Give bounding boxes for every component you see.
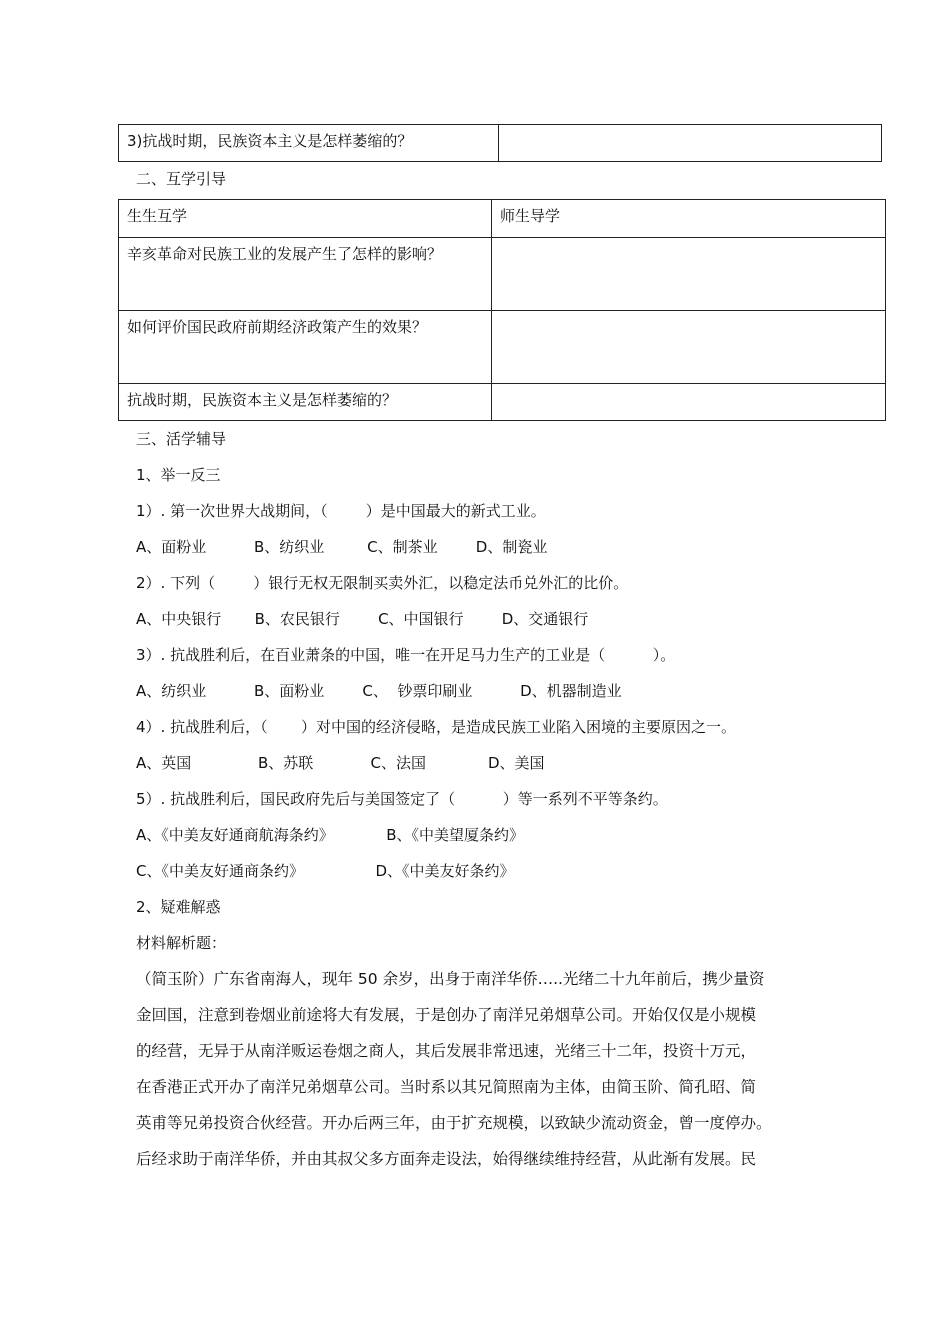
question-stem: 3）. 抗战胜利后，在百业萧条的中国，唯一在开足马力生产的工业是（ ）。 (136, 646, 676, 664)
question-options: A、纺织业 B、面粉业 C、 钞票印刷业 D、机器制造业 (136, 682, 622, 700)
question-cell: 如何评价国民政府前期经济政策产生的效果？ (119, 311, 492, 384)
answer-cell (492, 311, 886, 384)
material-text-line: 的经营，无异于从南洋贩运卷烟之商人，其后发展非常迅速，光绪三十二年，投资十万元， (136, 1042, 757, 1060)
question-options: A、英国 B、苏联 C、法国 D、美国 (136, 754, 545, 772)
question-cell: 3)抗战时期，民族资本主义是怎样萎缩的？ (119, 125, 499, 162)
question-options: A、中央银行 B、农民银行 C、中国银行 D、交通银行 (136, 610, 589, 628)
subsection-heading-difficulties: 2、疑难解惑 (136, 898, 221, 916)
question-options: A、《中美友好通商航海条约》 B、《中美望厦条约》 (136, 826, 525, 844)
material-text-line: 在香港正式开办了南洋兄弟烟草公司。当时系以其兄简照南为主体，由简玉阶、简孔昭、简 (136, 1078, 757, 1096)
answer-cell (492, 384, 886, 421)
material-text-line: 金回国，注意到卷烟业前途将大有发展，于是创办了南洋兄弟烟草公司。开始仅仅是小规模 (136, 1006, 757, 1024)
table-prev-section (118, 124, 882, 162)
table-mutual-learning (118, 199, 886, 421)
material-text-line: 英甫等兄弟投资合伙经营。开办后两三年，由于扩充规模，以致缺少流动资金，曾一度停办。 (136, 1114, 772, 1132)
column-header-teacher: 师生导学 (492, 200, 886, 238)
answer-cell (499, 125, 882, 162)
material-label: 材料解析题： (136, 934, 227, 952)
question-stem: 1）. 第一次世界大战期间，（ ）是中国最大的新式工业。 (136, 502, 546, 520)
section-heading-mutual-learning: 二、互学引导 (136, 170, 227, 188)
answer-cell (492, 238, 886, 311)
table-row (119, 311, 886, 384)
column-header-student: 生生互学 (119, 200, 492, 238)
table-row (119, 384, 886, 421)
material-text-line: 后经求助于南洋华侨，并由其叔父多方面奔走设法，始得继续维持经营，从此渐有发展。民 (136, 1150, 757, 1168)
table-header-row (119, 200, 886, 238)
question-cell: 抗战时期，民族资本主义是怎样萎缩的？ (119, 384, 492, 421)
question-stem: 5）. 抗战胜利后，国民政府先后与美国签定了（ ）等一系列不平等条约。 (136, 790, 668, 808)
material-text-line: （简玉阶）广东省南海人，现年 50 余岁，出身于南洋华侨…..光绪二十九年前后，携少量资 (136, 970, 765, 988)
question-stem: 2）. 下列（ ）银行无权无限制买卖外汇，以稳定法币兑外汇的比价。 (136, 574, 629, 592)
question-cell: 辛亥革命对民族工业的发展产生了怎样的影响？ (119, 238, 492, 311)
subsection-heading-exercises: 1、举一反三 (136, 466, 221, 484)
table-row (119, 125, 882, 162)
table-row (119, 238, 886, 311)
section-heading-active-learning: 三、活学辅导 (136, 430, 227, 448)
question-options: C、《中美友好通商条约》 D、《中美友好条约》 (136, 862, 515, 880)
question-options: A、面粉业 B、纺织业 C、制茶业 D、制瓷业 (136, 538, 548, 556)
question-stem: 4）. 抗战胜利后，（ ）对中国的经济侵略，是造成民族工业陷入困境的主要原因之一。 (136, 718, 736, 736)
